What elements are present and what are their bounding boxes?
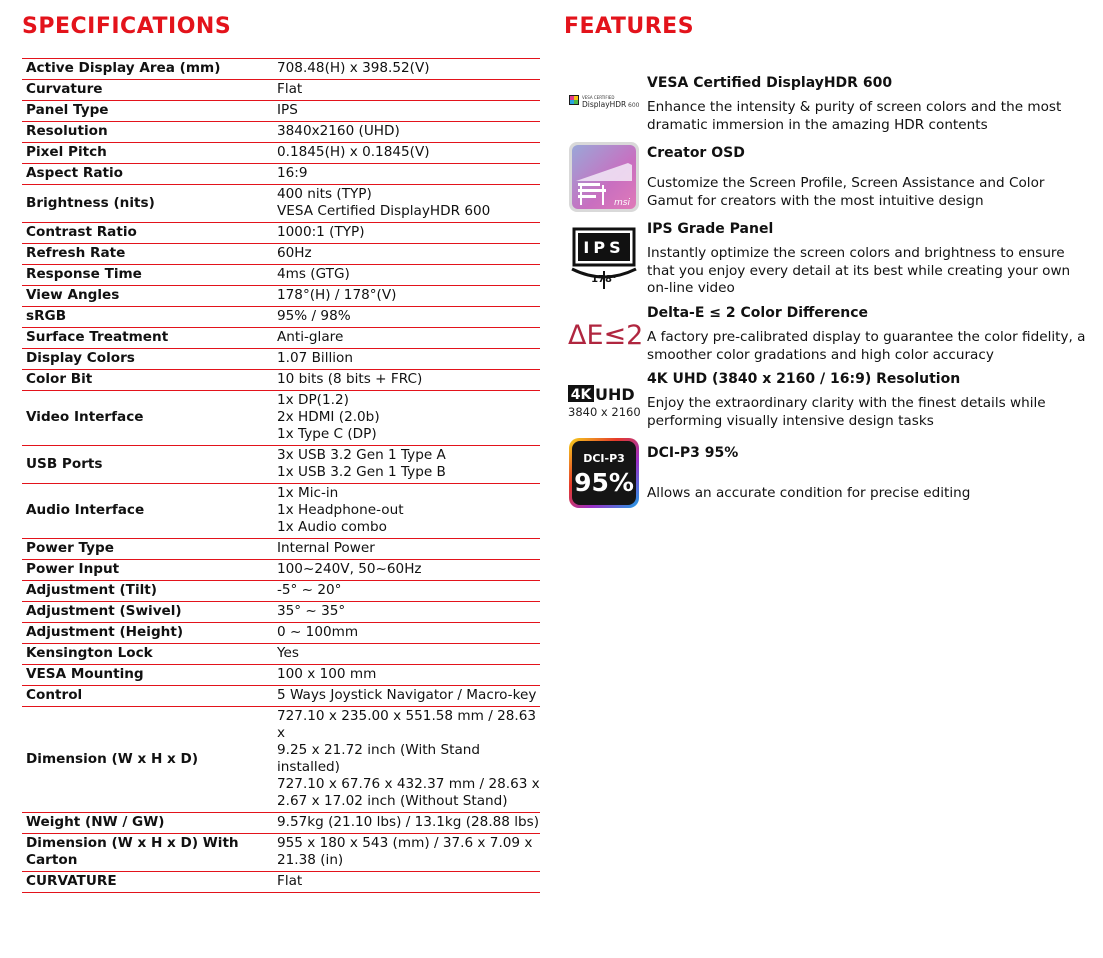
- spec-row: [22, 370, 540, 391]
- feature-title: 4K UHD (3840 x 2160 / 16:9) Resolution: [647, 371, 961, 387]
- spec-row: [22, 872, 540, 893]
- spec-row: [22, 581, 540, 602]
- feature-title: VESA Certified DisplayHDR 600: [647, 75, 893, 91]
- feature-title: DCI-P3 95%: [647, 445, 739, 461]
- svg-text:178°: 178°: [591, 274, 617, 285]
- spec-row: [22, 164, 540, 185]
- spec-row: [22, 122, 540, 143]
- spec-value: Flat: [266, 80, 540, 101]
- spec-row: [22, 286, 540, 307]
- spec-label: Color Bit: [22, 370, 266, 391]
- spec-value: 1000:1 (TYP): [266, 223, 540, 244]
- spec-row: [22, 602, 540, 623]
- svg-text:IPS: IPS: [583, 238, 625, 257]
- spec-row: [22, 665, 540, 686]
- spec-row: [22, 223, 540, 244]
- spec-label: Weight (NW / GW): [22, 813, 266, 834]
- spec-label: Active Display Area (mm): [22, 59, 266, 80]
- spec-label: sRGB: [22, 307, 266, 328]
- feature-creator-osd: [568, 145, 1088, 217]
- spec-row: [22, 349, 540, 370]
- spec-value: 0.1845(H) x 0.1845(V): [266, 143, 540, 164]
- feature-title: Delta-E ≤ 2 Color Difference: [647, 305, 869, 321]
- spec-value: IPS: [266, 101, 540, 122]
- spec-label: Adjustment (Height): [22, 623, 266, 644]
- spec-value: Internal Power: [266, 539, 540, 560]
- svg-text:600: 600: [628, 102, 640, 109]
- svg-text:DisplayHDR: DisplayHDR: [582, 100, 627, 109]
- spec-value: 16:9: [266, 164, 540, 185]
- specifications-table: [22, 58, 540, 893]
- spec-label: Pixel Pitch: [22, 143, 266, 164]
- spec-row: [22, 307, 540, 328]
- spec-label: Audio Interface: [22, 484, 266, 539]
- spec-label: Response Time: [22, 265, 266, 286]
- svg-text:3840 x 2160: 3840 x 2160: [568, 405, 641, 419]
- spec-label: Display Colors: [22, 349, 266, 370]
- spec-label: Power Input: [22, 560, 266, 581]
- spec-value: 708.48(H) x 398.52(V): [266, 59, 540, 80]
- feature-description: A factory pre-calibrated display to guarantee the color fidelity, a smoother color gradations and high color accuracy: [647, 329, 1086, 363]
- spec-label: View Angles: [22, 286, 266, 307]
- spec-value: 955 x 180 x 543 (mm) / 37.6 x 7.09 x 21.38 (in): [266, 834, 540, 872]
- spec-row: [22, 813, 540, 834]
- spec-row: [22, 59, 540, 80]
- feature-title: Creator OSD: [647, 145, 745, 161]
- spec-row: [22, 623, 540, 644]
- spec-label: Control: [22, 686, 266, 707]
- spec-row: [22, 539, 540, 560]
- creator-osd-icon: [568, 141, 640, 213]
- feature-dci-p3: [568, 445, 1088, 517]
- svg-text:VESA CERTIFIED: VESA CERTIFIED: [582, 95, 615, 100]
- spec-label: Kensington Lock: [22, 644, 266, 665]
- spec-label: Dimension (W x H x D): [22, 707, 266, 813]
- spec-row: [22, 560, 540, 581]
- spec-row: [22, 644, 540, 665]
- spec-label: Curvature: [22, 80, 266, 101]
- spec-value: 35° ~ 35°: [266, 602, 540, 623]
- spec-value: 3x USB 3.2 Gen 1 Type A 1x USB 3.2 Gen 1 Type B: [266, 446, 540, 484]
- svg-text:DCI-P3: DCI-P3: [583, 452, 625, 465]
- spec-row: [22, 265, 540, 286]
- feature-displayhdr: [568, 75, 1088, 135]
- spec-value: 0 ~ 100mm: [266, 623, 540, 644]
- spec-row: [22, 484, 540, 539]
- svg-text:msi: msi: [614, 198, 630, 208]
- features-heading: FEATURES: [564, 14, 695, 39]
- spec-row: [22, 143, 540, 164]
- spec-row: [22, 391, 540, 446]
- spec-value: 727.10 x 235.00 x 551.58 mm / 28.63 x 9.25 x 21.72 inch (With Stand installed) 727.10 x 67.76 x 432.37 mm / 28.63 x 2.67 x 17.02 inch (Without Stand): [266, 707, 540, 813]
- spec-value: 5 Ways Joystick Navigator / Macro-key: [266, 686, 540, 707]
- svg-text:95%: 95%: [574, 468, 634, 497]
- dci-p3-icon: [568, 437, 640, 509]
- feature-4k-uhd: [568, 371, 1088, 431]
- spec-label: Brightness (nits): [22, 185, 266, 223]
- spec-value: 4ms (GTG): [266, 265, 540, 286]
- spec-value: 60Hz: [266, 244, 540, 265]
- spec-value: 9.57kg (21.10 lbs) / 13.1kg (28.88 lbs): [266, 813, 540, 834]
- spec-value: Flat: [266, 872, 540, 893]
- spec-value: 178°(H) / 178°(V): [266, 286, 540, 307]
- svg-text:UHD: UHD: [595, 385, 635, 404]
- ips-panel-icon: [568, 225, 640, 297]
- spec-row: [22, 185, 540, 223]
- spec-row: [22, 244, 540, 265]
- spec-label: Adjustment (Tilt): [22, 581, 266, 602]
- spec-row: [22, 446, 540, 484]
- spec-value: 95% / 98%: [266, 307, 540, 328]
- spec-value: 100 x 100 mm: [266, 665, 540, 686]
- svg-text:4K: 4K: [570, 387, 592, 403]
- svg-text:ΔE≤2: ΔE≤2: [568, 320, 642, 349]
- feature-description: Instantly optimize the screen colors and brightness to ensure that you enjoy every detail at its best while creating your own on-line video: [647, 245, 1071, 296]
- spec-label: Aspect Ratio: [22, 164, 266, 185]
- feature-description: Customize the Screen Profile, Screen Assistance and Color Gamut for creators with the most intuitive design: [647, 175, 1045, 209]
- spec-value: 1.07 Billion: [266, 349, 540, 370]
- spec-row: [22, 834, 540, 872]
- spec-label: Resolution: [22, 122, 266, 143]
- spec-row: [22, 707, 540, 813]
- spec-value: 3840x2160 (UHD): [266, 122, 540, 143]
- spec-label: Dimension (W x H x D) With Carton: [22, 834, 266, 872]
- spec-label: USB Ports: [22, 446, 266, 484]
- spec-row: [22, 686, 540, 707]
- spec-label: Adjustment (Swivel): [22, 602, 266, 623]
- feature-delta-e: [568, 305, 1088, 365]
- feature-description: Allows an accurate condition for precise editing: [647, 485, 971, 501]
- spec-label: CURVATURE: [22, 872, 266, 893]
- spec-label: VESA Mounting: [22, 665, 266, 686]
- spec-label: Surface Treatment: [22, 328, 266, 349]
- spec-value: 100~240V, 50~60Hz: [266, 560, 540, 581]
- spec-value: 10 bits (8 bits + FRC): [266, 370, 540, 391]
- spec-value: 1x Mic-in 1x Headphone-out 1x Audio combo: [266, 484, 540, 539]
- spec-value: 1x DP(1.2) 2x HDMI (2.0b) 1x Type C (DP): [266, 391, 540, 446]
- spec-label: Panel Type: [22, 101, 266, 122]
- 4k-uhd-icon: [568, 383, 640, 419]
- feature-title: IPS Grade Panel: [647, 221, 774, 237]
- delta-e-icon: [568, 319, 640, 349]
- feature-ips-panel: [568, 221, 1088, 296]
- spec-row: [22, 101, 540, 122]
- spec-label: Power Type: [22, 539, 266, 560]
- spec-label: Refresh Rate: [22, 244, 266, 265]
- specifications-heading: SPECIFICATIONS: [22, 14, 232, 39]
- spec-row: [22, 328, 540, 349]
- feature-description: Enhance the intensity & purity of screen colors and the most dramatic immersion in the amazing HDR contents: [647, 99, 1062, 133]
- feature-description: Enjoy the extraordinary clarity with the finest details while performing visually intensive design tasks: [647, 395, 1046, 429]
- displayhdr-600-icon: [568, 91, 640, 115]
- spec-value: Anti-glare: [266, 328, 540, 349]
- spec-value: -5° ~ 20°: [266, 581, 540, 602]
- spec-row: [22, 80, 540, 101]
- spec-label: Video Interface: [22, 391, 266, 446]
- spec-value: Yes: [266, 644, 540, 665]
- spec-label: Contrast Ratio: [22, 223, 266, 244]
- spec-value: 400 nits (TYP) VESA Certified DisplayHDR 600: [266, 185, 540, 223]
